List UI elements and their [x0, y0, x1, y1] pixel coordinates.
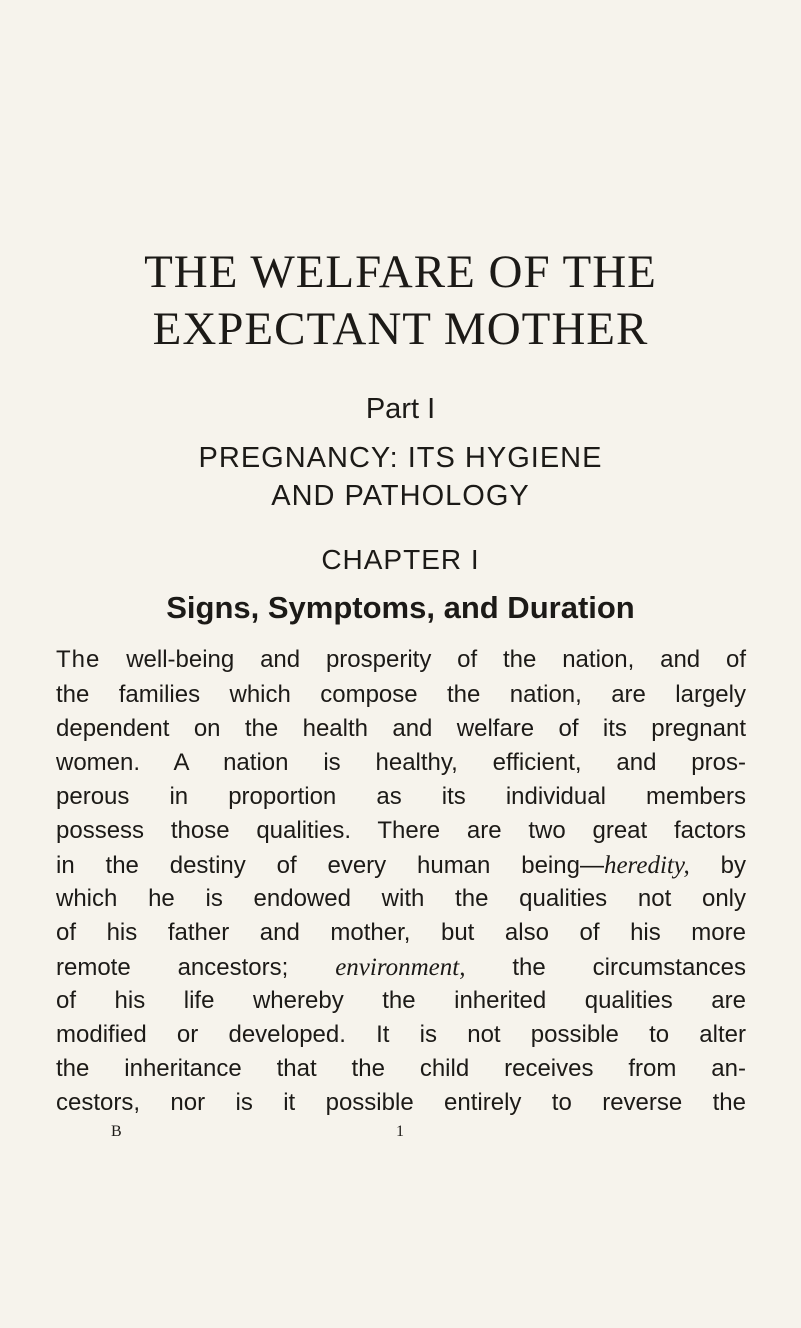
body-line-10-post: the circumstances [465, 954, 746, 981]
body-line-7-pre: in the destiny of every human being— [56, 852, 604, 879]
chapter-label: CHAPTER I [321, 544, 480, 575]
body-line-9: of his father and mother, but also of his more [56, 919, 746, 946]
body-line-10-pre: remote ancestors; [56, 954, 336, 981]
body-line-4: women. A nation is healthy, efficient, and pros- [56, 749, 746, 776]
body-line-2: the families which compose the nation, are largely [56, 681, 746, 708]
emphasis-environment: environment, [335, 954, 466, 981]
part-title-line-2: AND PATHOLOGY [271, 480, 530, 512]
body-line-5: perous in proportion as its individual members [56, 783, 746, 810]
body-line-7-post: by [689, 852, 747, 879]
body-line-8: which he is endowed with the qualities not only [56, 885, 746, 912]
body-line-3: dependent on the health and welfare of its pregnant [56, 715, 746, 742]
emphasis-heredity: heredity, [603, 852, 690, 879]
page-number: 1 [396, 1123, 404, 1140]
part-title-line-1: PREGNANCY: ITS HYGIENE [198, 442, 603, 474]
body-line-7 [56, 853, 746, 878]
body-line-11: of his life whereby the inherited qualities are [56, 987, 746, 1014]
body-line-12: modified or developed. It is not possible to alter [56, 1021, 746, 1048]
body-line-1 [56, 648, 746, 672]
opening-word: The [56, 646, 101, 673]
body-line-14: cestors, nor is it possible entirely to reverse the [56, 1089, 746, 1116]
part-label: Part I [365, 393, 436, 425]
body-line-10 [56, 955, 746, 980]
body-line-13: the inheritance that the child receives from an- [56, 1055, 746, 1082]
body-line-6: possess those qualities. There are two great factors [56, 817, 746, 844]
book-title-line-1: THE WELFARE OF THE [144, 246, 657, 298]
signature-mark: B [111, 1123, 122, 1140]
book-title-line-2: EXPECTANT MOTHER [152, 303, 649, 355]
chapter-title: Signs, Symptoms, and Duration [166, 590, 635, 625]
body-line-1-text: well-being and prosperity of the nation, and of [100, 646, 746, 673]
